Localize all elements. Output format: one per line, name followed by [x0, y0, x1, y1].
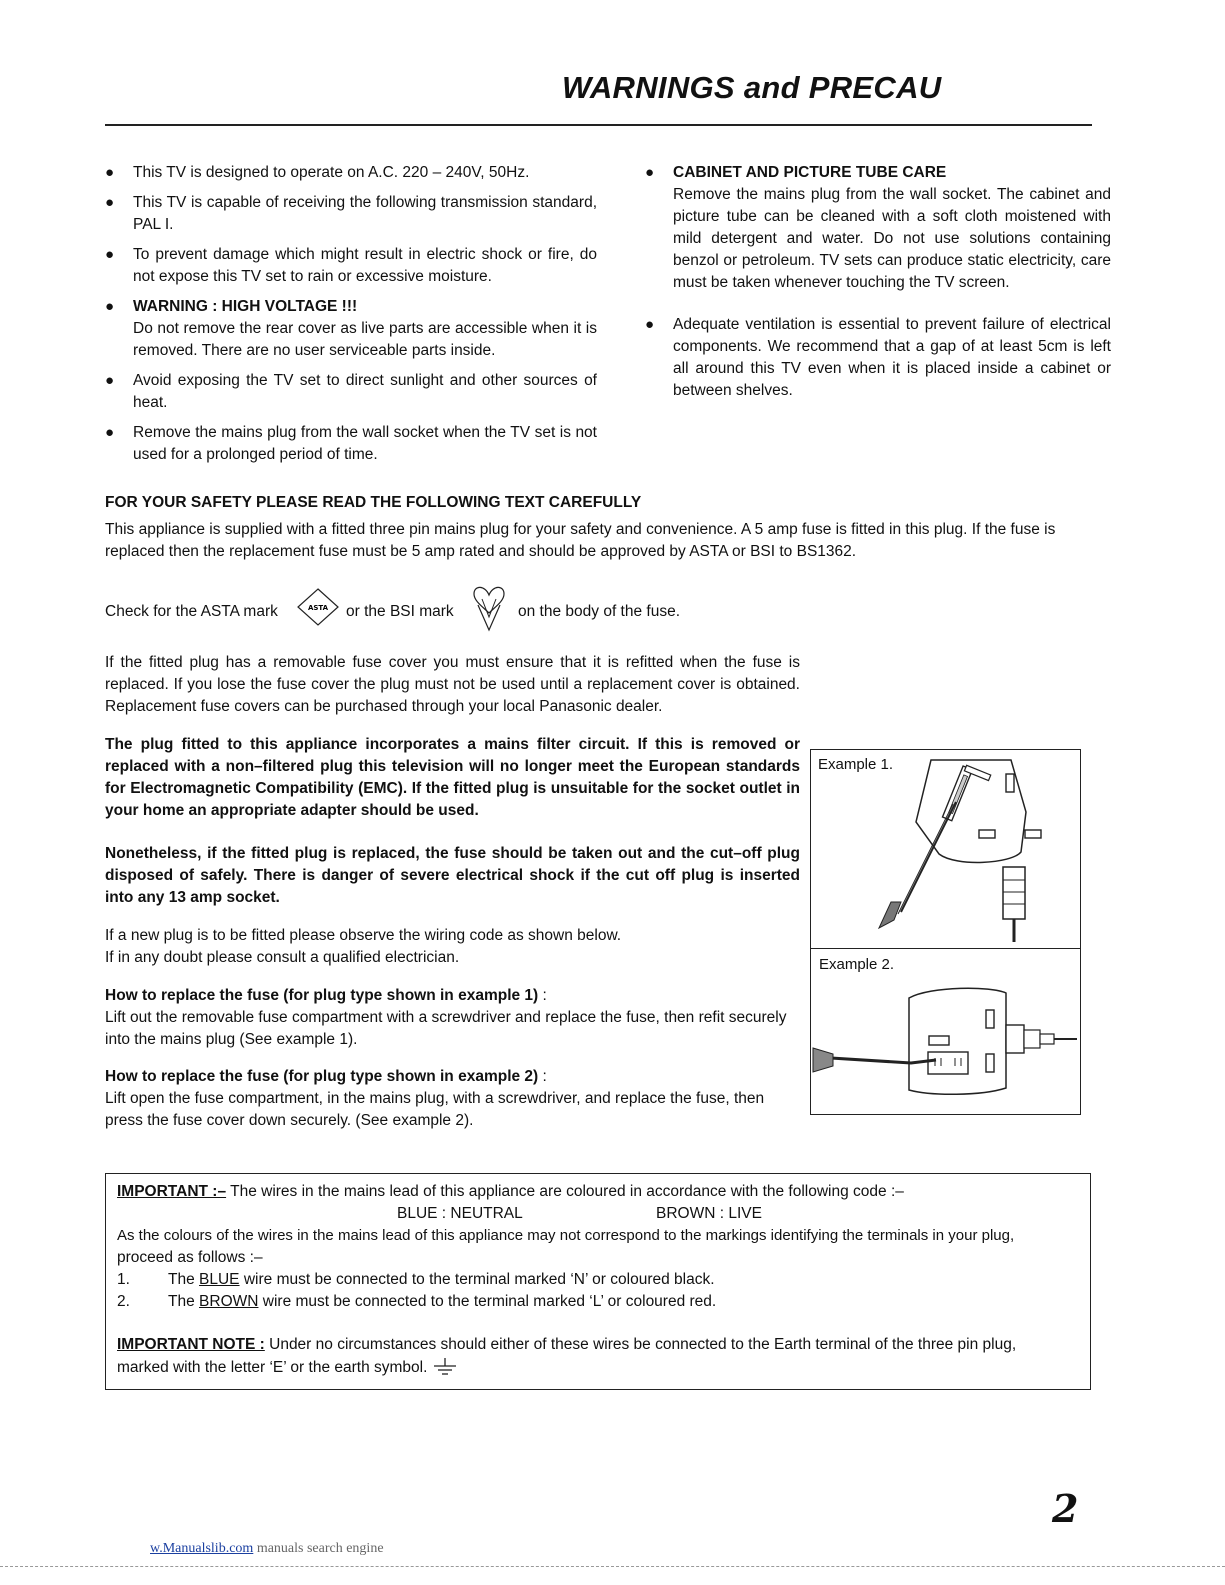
bullet-dot-icon: ●: [645, 164, 655, 181]
wiring-code-line: If a new plug is to be fitted please observe the wiring code as shown below.: [105, 927, 622, 944]
footer: w.Manualslib.com manuals search engine: [150, 1541, 384, 1556]
bullet-unplug: ● Remove the mains plug from the wall socket when the TV set is not used for a prolonged period of time.: [105, 424, 597, 463]
figure-divider: [811, 948, 1080, 949]
safety-intro: This appliance is supplied with a fitted three pin mains plug for your safety and convenience. A 5 amp fuse is fitted in this plug. If the fuse is replaced then the replacement fuse must be 5 amp rated and should be approved by ASTA or BSI to BS1362.: [105, 521, 1056, 560]
bullet-dot-icon: ●: [645, 316, 655, 333]
bullet-dot-icon: ●: [105, 372, 115, 389]
bsi-kitemark-icon: [471, 583, 507, 633]
step-1: 1. The BLUE wire must be connected to the terminal marked ‘N’ or coloured black.: [117, 1271, 715, 1288]
brown-code: BROWN : LIVE: [656, 1205, 762, 1222]
example2-instructions: How to replace the fuse (for plug type shown in example 2) : Lift open the fuse compartment, in the mains plug, with a screwdriver, and replace the fuse, then press the fuse cover down securely. (See example 2).: [105, 1068, 765, 1129]
important-wiring-box: [105, 1173, 1091, 1390]
example2-label: Example 2.: [819, 956, 895, 973]
plug-example2-illustration: [811, 978, 1080, 1113]
footer-dotted-rule: [0, 1566, 1225, 1567]
left-warnings-column: [105, 162, 597, 474]
blue-code: BLUE : NEUTRAL: [397, 1205, 523, 1222]
step-2: 2. The BROWN wire must be connected to the terminal marked ‘L’ or coloured red.: [117, 1293, 717, 1310]
important-intro-line: IMPORTANT :– The wires in the mains lead of this appliance are coloured in accordance with the following code :–: [117, 1183, 904, 1200]
asta-mark-icon: [296, 587, 340, 627]
page-title: WARNINGS and PRECAU: [562, 70, 942, 105]
title-rule: [105, 124, 1092, 126]
bullet-transmission: ● This TV is capable of receiving the following transmission standard, PAL I.: [105, 194, 597, 233]
bullet-dot-icon: ●: [105, 194, 115, 211]
manualslib-link[interactable]: w.Manualslib.com: [150, 1541, 254, 1556]
right-warnings-column: [645, 162, 1111, 410]
cabinet-care-heading: CABINET AND PICTURE TUBE CARE: [673, 164, 947, 181]
important-label: IMPORTANT :–: [117, 1183, 227, 1200]
svg-text:ASTA: ASTA: [307, 604, 329, 612]
important-note-line1: IMPORTANT NOTE : Under no circumstances should either of these wires be connected to the Earth terminal of the three pin plug,: [117, 1336, 1017, 1353]
bullet-dot-icon: ●: [105, 298, 115, 315]
mains-filter-paragraph: The plug fitted to this appliance incorporates a mains filter circuit. If this is removed or replaced with a non–filtered plug this television will no longer meet the European standards for Electromagnetic Compatibility (EMC). If the fitted plug is unsuitable for the socket outlet in your home an appropriate adapter should be used.: [105, 736, 800, 819]
bullet-dot-icon: ●: [105, 246, 115, 263]
safety-heading: FOR YOUR SAFETY PLEASE READ THE FOLLOWING TEXT CAREFULLY: [105, 494, 642, 511]
page-number: 2: [1052, 1486, 1079, 1531]
earth-symbol-icon: [432, 1356, 458, 1376]
high-voltage-heading: WARNING : HIGH VOLTAGE !!!: [133, 298, 358, 315]
bullet-high-voltage: ● WARNING : HIGH VOLTAGE !!! Do not remove the rear cover as live parts are accessible when it is removed. There are no user serviceable parts inside.: [105, 298, 597, 359]
bullet-dot-icon: ●: [105, 424, 115, 441]
plug-example1-illustration: [861, 752, 1076, 947]
colours-note-line2: proceed as follows :–: [117, 1249, 263, 1266]
important-note-label: IMPORTANT NOTE :: [117, 1336, 265, 1353]
plug-examples-figure: [810, 749, 1081, 1115]
cut-off-plug-paragraph: Nonetheless, if the fitted plug is replaced, the fuse should be taken out and the cut–off plug disposed of safely. There is danger of severe electrical shock if the cut off plug is inserted into any 13 amp socket.: [105, 845, 800, 906]
fuse-cover-paragraph: If the fitted plug has a removable fuse cover you must ensure that it is refitted when the fuse is replaced. If you lose the fuse cover the plug must not be used until a replacement cover is obtained. Replacement fuse covers can be purchased through your local Panasonic dealer.: [105, 654, 800, 715]
bullet-ventilation: ● Adequate ventilation is essential to prevent failure of electrical components. We recommend that a gap of at least 5cm is left all around this TV even when it is placed inside a cabinet or between shelves.: [645, 316, 1111, 399]
bullet-moisture: ● To prevent damage which might result in electric shock or fire, do not expose this TV set to rain or excessive moisture.: [105, 246, 597, 285]
example1-label: Example 1.: [818, 756, 894, 773]
electrician-line: If in any doubt please consult a qualified electrician.: [105, 949, 460, 966]
colours-note-line1: As the colours of the wires in the mains lead of this appliance may not correspond to the markings identifying the terminals in your plug,: [117, 1227, 1015, 1244]
important-note-line2: marked with the letter ‘E’ or the earth symbol.: [117, 1356, 458, 1379]
bullet-cabinet-care: ● CABINET AND PICTURE TUBE CARE Remove the mains plug from the wall socket. The cabinet and picture tube can be cleaned with a soft cloth moistened with mild detergent and water. Do not use solutions containing benzol or petroleum. TV sets can produce static electricity, care must be taken whenever touching the TV screen.: [645, 164, 1111, 291]
bullet-voltage: ● This TV is designed to operate on A.C. 220 – 240V, 50Hz.: [105, 162, 597, 184]
example1-instructions: How to replace the fuse (for plug type shown in example 1) : Lift out the removable fuse compartment with a screwdriver and replace the fuse, then refit securely into the mains plug (See example 1).: [105, 987, 787, 1048]
bullet-dot-icon: ●: [105, 164, 115, 181]
bullet-sunlight: ● Avoid exposing the TV set to direct sunlight and other sources of heat.: [105, 372, 597, 411]
